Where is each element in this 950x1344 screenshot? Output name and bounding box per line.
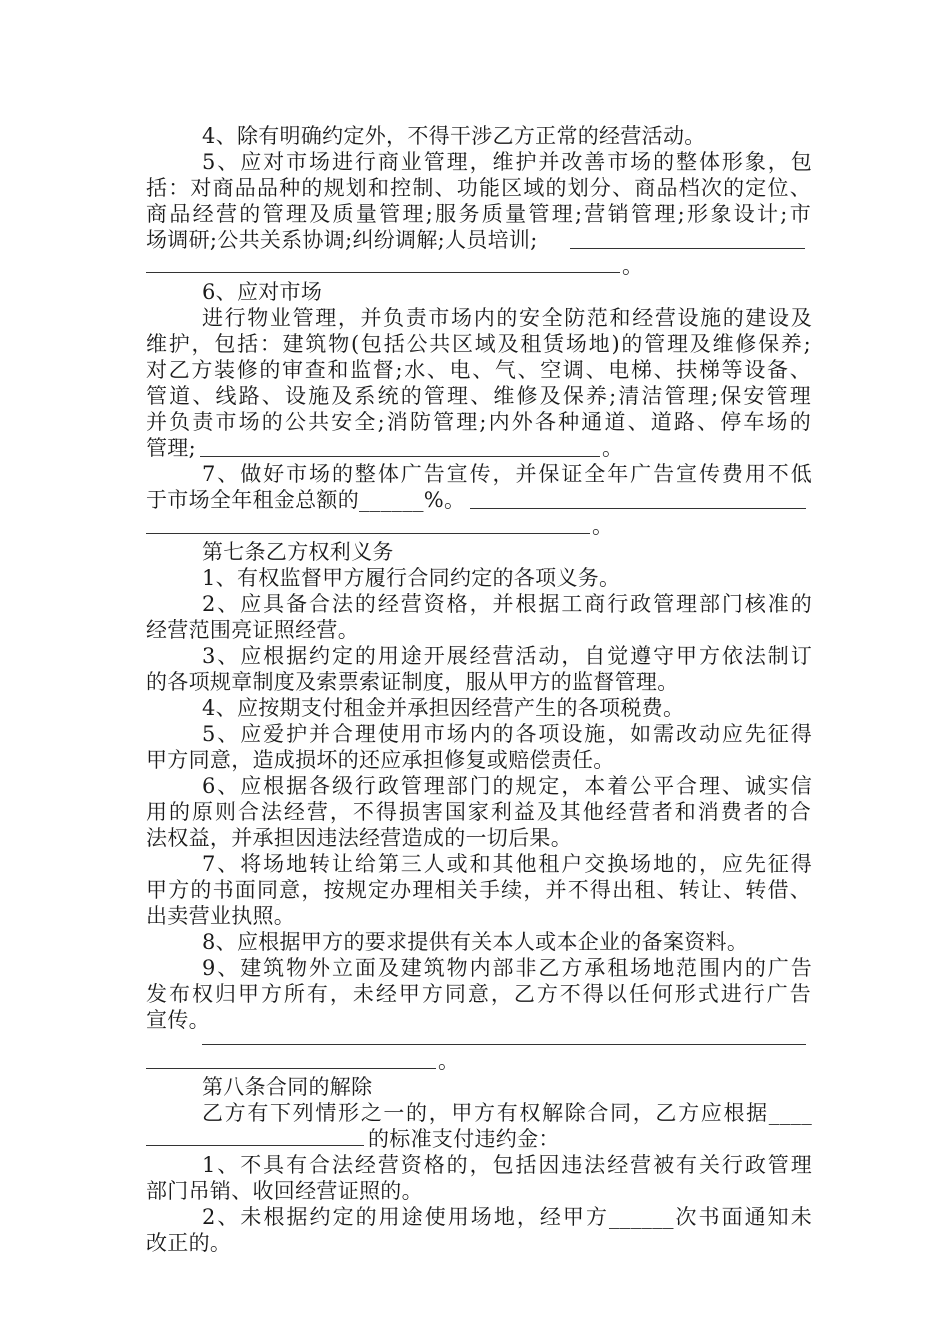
paragraph-line: 1、有权监督甲方履行合同约定的各项义务。 bbox=[202, 566, 621, 590]
paragraph-line: 3、应根据约定的用途开展经营活动，自觉遵守甲方依法制订 bbox=[202, 644, 812, 668]
paragraph-line: 4、应按期支付租金并承担因经营产生的各项税费。 bbox=[202, 696, 685, 720]
paragraph-line: 维护，包括：建筑物(包括公共区域及租赁场地)的管理及维修保养; bbox=[146, 332, 811, 356]
paragraph-line: 管道、线路、设施及系统的管理、维修及保养;清洁管理;保安管理 bbox=[146, 384, 811, 408]
paragraph-line: 甲方的书面同意，按规定办理相关手续，并不得出租、转让、转借、 bbox=[146, 878, 811, 902]
paragraph-line: 用的原则合法经营，不得损害国家利益及其他经营者和消费者的合 bbox=[146, 800, 811, 824]
paragraph-line: 管理; bbox=[146, 436, 196, 460]
paragraph-line: 的各项规章制度及索票索证制度，服从甲方的监督管理。 bbox=[146, 670, 679, 694]
paragraph-line: 7、做好市场的整体广告宣传，并保证全年广告宣传费用不低 bbox=[202, 462, 812, 486]
section-heading: 第七条乙方权利义务 bbox=[202, 540, 394, 564]
paragraph-line: 7、将场地转让给第三人或和其他租户交换场地的，应先征得 bbox=[202, 852, 812, 876]
paragraph-line: 。 bbox=[622, 254, 644, 278]
paragraph-line: 场调研;公共关系协调;纠纷调解;人员培训; bbox=[146, 228, 538, 252]
paragraph-line: 出卖营业执照。 bbox=[146, 904, 296, 928]
blank-line bbox=[146, 1145, 364, 1146]
paragraph-line: 于市场全年租金总额的______%。 bbox=[146, 488, 466, 512]
paragraph-line: 2、应具备合法的经营资格，并根据工商行政管理部门核准的 bbox=[202, 592, 812, 616]
paragraph-line: 4、除有明确约定外，不得干涉乙方正常的经营活动。 bbox=[202, 124, 706, 148]
paragraph-line: 括：对商品品种的规划和控制、功能区域的划分、商品档次的定位、 bbox=[146, 176, 811, 200]
paragraph-line: 并负责市场的公共安全;消防管理;内外各种通道、道路、停车场的 bbox=[146, 410, 811, 434]
blank-line bbox=[146, 1068, 436, 1069]
paragraph-line: 。 bbox=[438, 1049, 460, 1073]
paragraph-line: 对乙方装修的审查和监督;水、电、气、空调、电梯、扶梯等设备、 bbox=[146, 358, 811, 382]
blank-line bbox=[470, 508, 806, 509]
paragraph-line: 9、建筑物外立面及建筑物内部非乙方承租场地范围内的广告 bbox=[202, 956, 812, 980]
blank-line bbox=[146, 533, 590, 534]
paragraph-line: 2、未根据约定的用途使用场地，经甲方______次书面通知未 bbox=[202, 1205, 812, 1229]
paragraph-line: 。 bbox=[592, 514, 614, 538]
blank-line bbox=[202, 1044, 806, 1045]
paragraph-line: 商品经营的管理及质量管理;服务质量管理;营销管理;形象设计;市 bbox=[146, 202, 811, 226]
paragraph-line: 经营范围亮证照经营。 bbox=[146, 618, 359, 642]
paragraph-line: 发布权归甲方所有，未经甲方同意，乙方不得以任何形式进行广告 bbox=[146, 982, 811, 1006]
paragraph-line: 1、不具有合法经营资格的，包括因违法经营被有关行政管理 bbox=[202, 1153, 812, 1177]
paragraph-line: 。 bbox=[602, 436, 624, 460]
paragraph-line: 进行物业管理，并负责市场内的安全防范和经营设施的建设及 bbox=[202, 306, 812, 330]
blank-line bbox=[570, 248, 805, 249]
blank-line bbox=[146, 272, 620, 273]
paragraph-line: 宣传。 bbox=[146, 1008, 210, 1032]
section-heading: 第八条合同的解除 bbox=[202, 1075, 373, 1099]
blank-line bbox=[200, 456, 600, 457]
paragraph-line: 5、应对市场进行商业管理，维护并改善市场的整体形象，包 bbox=[202, 150, 812, 174]
paragraph-line: 法权益，并承担因违法经营造成的一切后果。 bbox=[146, 826, 572, 850]
paragraph-line: 部门吊销、收回经营证照的。 bbox=[146, 1179, 423, 1203]
paragraph-line: 6、应根据各级行政管理部门的规定，本着公平合理、诚实信 bbox=[202, 774, 812, 798]
paragraph-line: 5、应爱护并合理使用市场内的各项设施，如需改动应先征得 bbox=[202, 722, 812, 746]
paragraph-line: 8、应根据甲方的要求提供有关本人或本企业的备案资料。 bbox=[202, 930, 749, 954]
paragraph-line: 乙方有下列情形之一的，甲方有权解除合同，乙方应根据____ bbox=[202, 1101, 812, 1125]
paragraph-line: 甲方同意，造成损坏的还应承担修复或赔偿责任。 bbox=[146, 748, 615, 772]
paragraph-line: 6、应对市场 bbox=[202, 280, 323, 304]
paragraph-line: 改正的。 bbox=[146, 1231, 232, 1255]
paragraph-line: 的标准支付违约金： bbox=[368, 1127, 560, 1151]
